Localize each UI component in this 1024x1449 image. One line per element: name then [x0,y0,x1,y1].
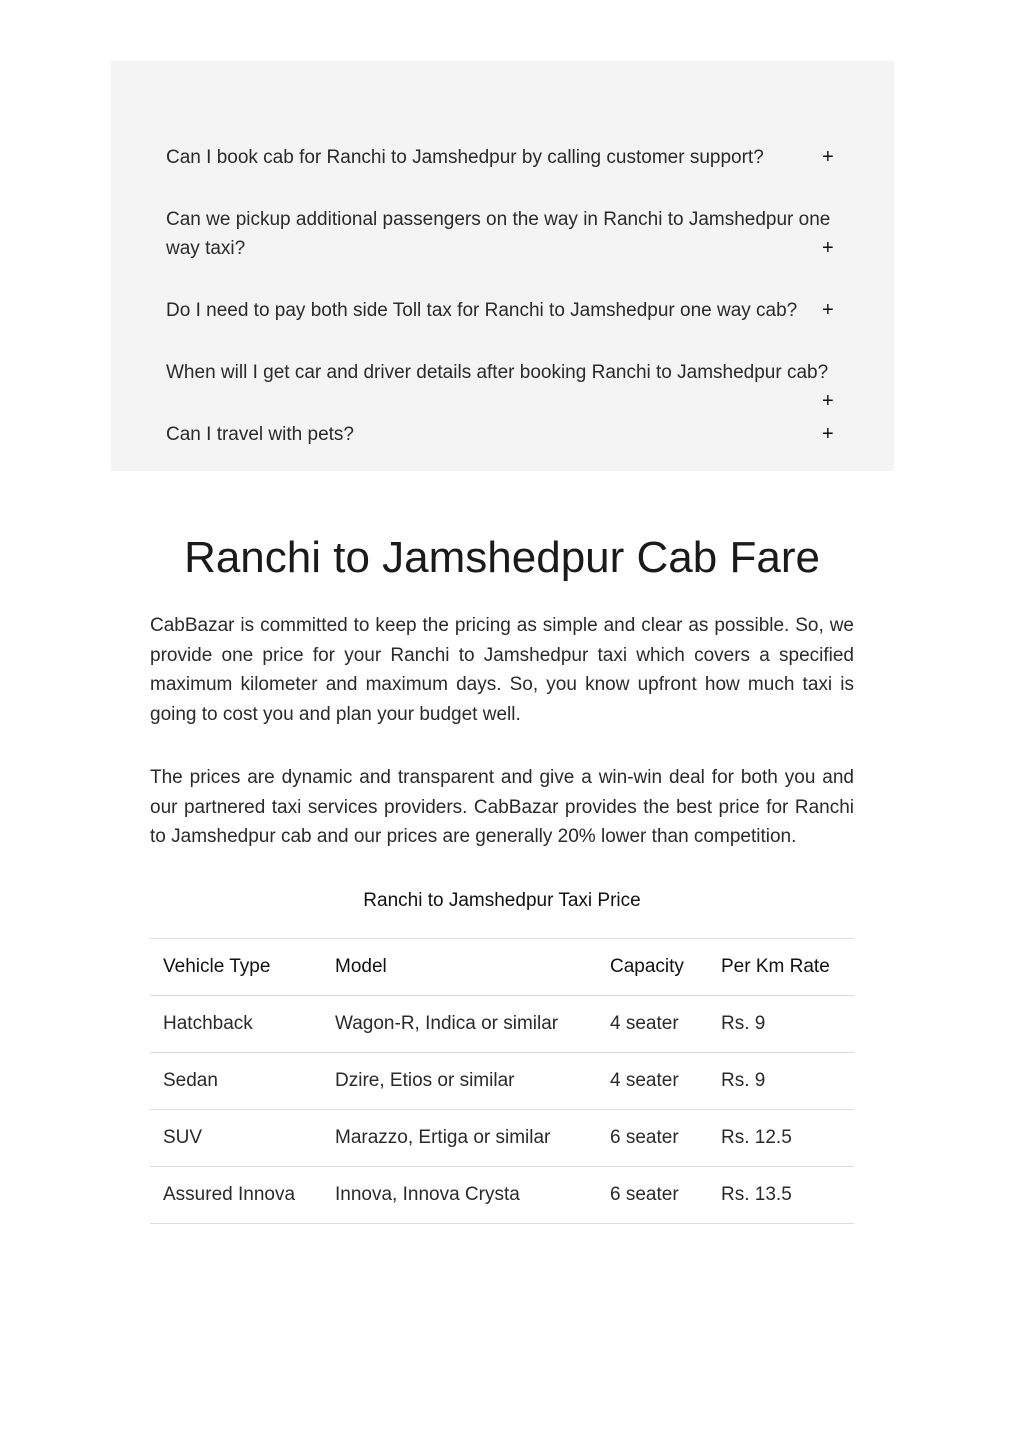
rate-cell: Rs. 9 [708,1053,854,1110]
expand-plus-icon[interactable]: + [822,390,834,412]
capacity-cell: 4 seater [597,996,708,1053]
capacity-cell: 6 seater [597,1110,708,1167]
table-row [150,1110,854,1167]
rate-cell: Rs. 9 [708,996,854,1053]
expand-plus-icon[interactable]: + [822,423,834,445]
page-title: Ranchi to Jamshedpur Cab Fare [184,533,820,582]
vehicle-type-cell: Sedan [150,1053,322,1110]
capacity-cell: 4 seater [597,1053,708,1110]
faq-question-1[interactable]: Can I book cab for Ranchi to Jamshedpur by calling customer support? [166,147,764,168]
vehicle-type-cell: Assured Innova [150,1167,322,1224]
capacity-cell: 6 seater [597,1167,708,1224]
model-cell: Innova, Innova Crysta [322,1167,597,1224]
table-header-row [150,939,854,996]
model-cell: Wagon-R, Indica or similar [322,996,597,1053]
table-caption: Ranchi to Jamshedpur Taxi Price [363,890,641,911]
column-header: Model [322,939,597,996]
expand-plus-icon[interactable]: + [822,146,834,168]
faq-question-3[interactable]: Do I need to pay both side Toll tax for Ranchi to Jamshedpur one way cab? [166,300,798,321]
faq-panel [111,61,894,471]
intro-paragraph: CabBazar is committed to keep the pricing as simple and clear as possible. So, we provide one price for your Ranchi to Jamshedpur taxi which covers a specified maximum kilometer and maximum days. So, you know upfront how much taxi is going to cost you and plan your budget well. [150,615,854,725]
faq-question-4[interactable]: When will I get car and driver details after booking Ranchi to Jamshedpur cab? [166,362,829,383]
rate-cell: Rs. 12.5 [708,1110,854,1167]
pricing-paragraph: The prices are dynamic and transparent and give a win-win deal for both you and our partnered taxi services providers. CabBazar provides the best price for Ranchi to Jamshedpur cab and our prices are generally 20% lower than competition. [150,767,854,847]
faq-question-5[interactable]: Can I travel with pets? [166,424,354,445]
faq-question-2[interactable]: Can we pickup additional passengers on the way in Ranchi to Jamshedpur one way taxi? [166,209,831,259]
model-cell: Marazzo, Ertiga or similar [322,1110,597,1167]
expand-plus-icon[interactable]: + [822,237,834,259]
column-header: Capacity [597,939,708,996]
rate-cell: Rs. 13.5 [708,1167,854,1224]
model-cell: Dzire, Etios or similar [322,1053,597,1110]
column-header: Vehicle Type [150,939,322,996]
column-header: Per Km Rate [708,939,854,996]
table-row [150,1053,854,1110]
price-table [150,938,854,1224]
vehicle-type-cell: SUV [150,1110,322,1167]
vehicle-type-cell: Hatchback [150,996,322,1053]
expand-plus-icon[interactable]: + [822,299,834,321]
table-row [150,1167,854,1224]
table-row [150,996,854,1053]
